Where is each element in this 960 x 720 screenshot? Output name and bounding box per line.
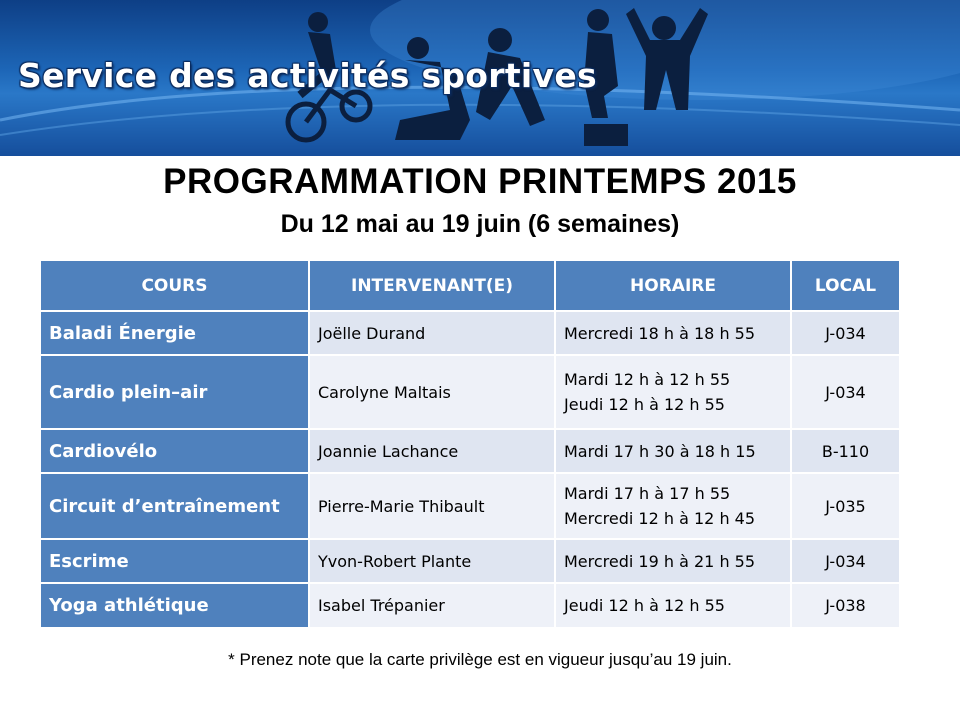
table-row <box>41 539 899 583</box>
schedule-cell <box>555 583 791 627</box>
room-cell: J-034 <box>791 355 899 429</box>
table-row <box>41 583 899 627</box>
course-name: Cardiovélo <box>41 429 309 473</box>
column-header-horaire: HORAIRE <box>555 261 791 311</box>
footnote: * Prenez note que la carte privilège est en vigueur jusqu’au 19 juin. <box>228 650 732 669</box>
header-banner <box>0 0 960 156</box>
instructor-name: Yvon-Robert Plante <box>309 539 555 583</box>
table-row <box>41 473 899 539</box>
schedule-cell <box>555 473 791 539</box>
schedule-cell <box>555 429 791 473</box>
instructor-name: Joannie Lachance <box>309 429 555 473</box>
instructor-name: Isabel Trépanier <box>309 583 555 627</box>
course-name: Circuit d’entraînement <box>41 473 309 539</box>
schedule-line: Jeudi 12 h à 12 h 55 <box>564 395 725 414</box>
page-title: PROGRAMMATION PRINTEMPS 2015 <box>163 162 797 201</box>
schedule-line: Mercredi 18 h à 18 h 55 <box>564 323 756 343</box>
table-row <box>41 355 899 429</box>
room-cell: J-034 <box>791 539 899 583</box>
table-row <box>41 429 899 473</box>
schedule-line: Mardi 12 h à 12 h 55 <box>564 370 731 389</box>
schedule-line: Mardi 17 h à 17 h 55 <box>564 484 731 503</box>
schedule-line: Jeudi 12 h à 12 h 55 <box>564 596 725 615</box>
room-cell: J-034 <box>791 311 899 355</box>
table-header-row <box>41 261 899 311</box>
schedule-line: Mardi 17 h 30 à 18 h 15 <box>564 441 756 461</box>
column-header-intervenant: INTERVENANT(E) <box>309 261 555 311</box>
instructor-name: Joëlle Durand <box>309 311 555 355</box>
room-cell: B-110 <box>791 429 899 473</box>
room-cell: J-038 <box>791 583 899 627</box>
instructor-name: Carolyne Maltais <box>309 355 555 429</box>
schedule-cell <box>555 539 791 583</box>
schedule-line: Mercredi 12 h à 12 h 45 <box>564 509 756 528</box>
schedule-cell <box>555 355 791 429</box>
column-header-local: LOCAL <box>791 261 899 311</box>
course-name: Cardio plein–air <box>41 355 309 429</box>
schedule-cell <box>555 311 791 355</box>
column-header-cours: COURS <box>41 261 309 311</box>
course-name: Yoga athlétique <box>41 583 309 627</box>
instructor-name: Pierre-Marie Thibault <box>309 473 555 539</box>
course-name: Escrime <box>41 539 309 583</box>
schedule-table <box>41 261 899 627</box>
table-row <box>41 311 899 355</box>
banner-title: Service des activités sportives <box>18 56 597 95</box>
course-name: Baladi Énergie <box>41 311 309 355</box>
room-cell: J-035 <box>791 473 899 539</box>
schedule-line: Mercredi 19 h à 21 h 55 <box>564 551 756 571</box>
page-subtitle: Du 12 mai au 19 juin (6 semaines) <box>280 210 680 238</box>
